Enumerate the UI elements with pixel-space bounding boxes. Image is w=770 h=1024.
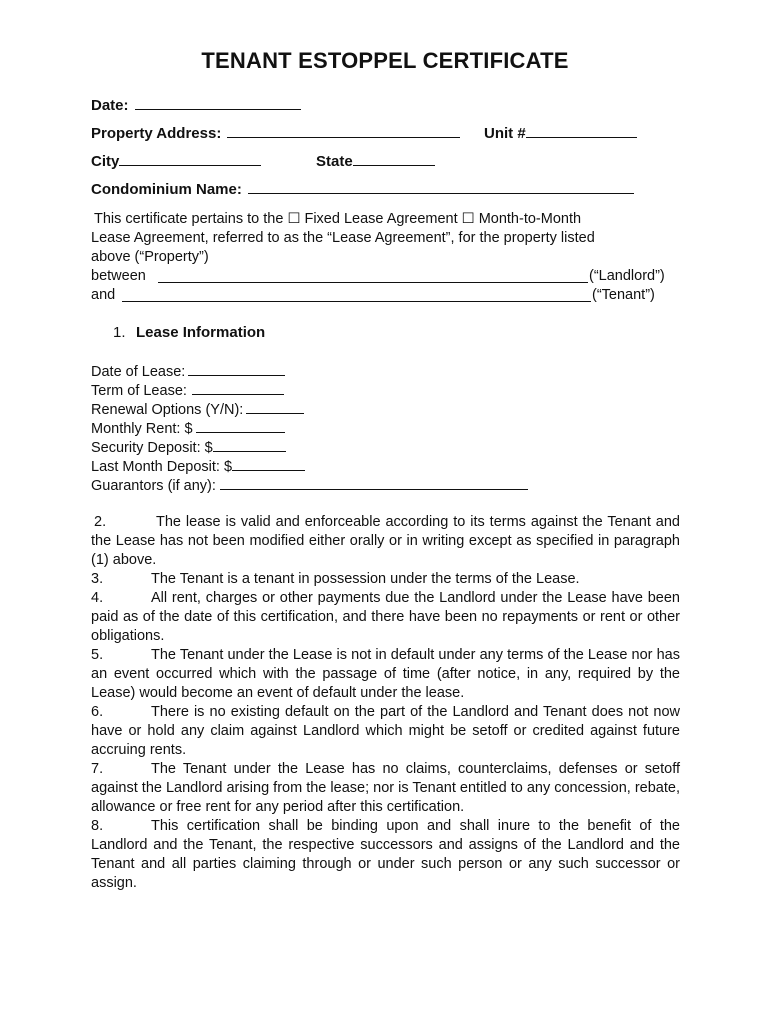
- checkbox-month-to-month[interactable]: ☐: [461, 211, 475, 227]
- term-item: [91, 760, 680, 817]
- city-label: City: [91, 153, 120, 170]
- date-row: [91, 95, 301, 115]
- date-of-lease-field[interactable]: [188, 361, 285, 376]
- term-item: [91, 703, 680, 760]
- term-number: 2.: [94, 514, 107, 530]
- tenant-label: (“Tenant”): [592, 287, 655, 303]
- guarantors-row: [91, 475, 528, 494]
- intro-text-a: This certificate pertains to the: [94, 211, 284, 227]
- term-of-lease-label: Term of Lease:: [91, 383, 187, 399]
- guarantors-label: Guarantors (if any):: [91, 478, 216, 494]
- date-of-lease-label: Date of Lease:: [91, 364, 186, 380]
- intro-text-b: Lease Agreement, referred to as the “Lease Agreement”, for the property listed above (“Property”): [91, 230, 595, 265]
- term-text: The Tenant under the Lease has no claims, counterclaims, defenses or setoff against the Landlord arising from the lease; nor is Tenant entitled to any concession, rebate, allowance or free rent for any period after this certification.: [91, 761, 680, 815]
- tenant-row: [91, 286, 681, 305]
- term-item: [91, 513, 680, 570]
- between-label: between: [91, 268, 146, 284]
- term-number: 5.: [91, 647, 104, 663]
- term-text: The Tenant under the Lease is not in default under any terms of the Lease nor has an event occurred which with the passage of time (after notice, in any, required by the Lease) would become an event of default under the lease.: [91, 647, 680, 701]
- security-deposit-row: [91, 437, 286, 456]
- unit-field[interactable]: [526, 123, 637, 138]
- state-field[interactable]: [353, 151, 435, 166]
- term-item: [91, 570, 680, 589]
- date-field[interactable]: [135, 95, 301, 110]
- last-month-deposit-label: Last Month Deposit: $: [91, 459, 233, 475]
- monthly-rent-field[interactable]: [196, 418, 285, 433]
- date-of-lease-row: [91, 361, 285, 380]
- term-text: The Tenant is a tenant in possession under the terms of the Lease.: [151, 571, 580, 587]
- term-text: This certification shall be binding upon and shall inure to the benefit of the Landlord and the Tenant, the respective successors and assigns of the Landlord and the Tenant and all parties claiming through or under such person or any such successor or assign.: [91, 818, 680, 891]
- last-month-deposit-field[interactable]: [232, 456, 305, 471]
- term-of-lease-field[interactable]: [192, 380, 284, 395]
- property-address-label: Property Address:: [91, 125, 222, 142]
- property-address-field[interactable]: [227, 123, 460, 138]
- term-number: 3.: [91, 571, 104, 587]
- term-text: All rent, charges or other payments due the Landlord under the Lease have been paid as of the date of this certification, and there have been no repayments or rent or other obligations.: [91, 590, 680, 644]
- term-item: [91, 817, 680, 893]
- renewal-options-label: Renewal Options (Y/N):: [91, 402, 244, 418]
- term-number: 4.: [91, 590, 104, 606]
- term-of-lease-row: [91, 380, 284, 399]
- guarantors-field[interactable]: [220, 475, 528, 490]
- section-number: 1.: [113, 324, 126, 341]
- option-month-to-month: Month-to-Month: [478, 211, 582, 227]
- landlord-label: (“Landlord”): [589, 268, 665, 284]
- term-number: 7.: [91, 761, 104, 777]
- renewal-options-row: [91, 399, 304, 418]
- term-number: 8.: [91, 818, 104, 834]
- city-field[interactable]: [119, 151, 261, 166]
- term-item: [91, 589, 680, 646]
- document-title: TENANT ESTOPPEL CERTIFICATE: [201, 48, 569, 73]
- term-number: 6.: [91, 704, 104, 720]
- intro-paragraph: [91, 210, 681, 267]
- condominium-label: Condominium Name:: [91, 181, 242, 198]
- city-row: [91, 151, 261, 171]
- tenant-field[interactable]: [122, 287, 591, 302]
- terms-list: [91, 513, 680, 893]
- term-item: [91, 646, 680, 703]
- last-month-deposit-row: [91, 456, 305, 475]
- monthly-rent-label: Monthly Rent: $: [91, 421, 193, 437]
- condominium-field[interactable]: [248, 179, 634, 194]
- term-text: There is no existing default on the part of the Landlord and Tenant does not now have or hold any claim against Landlord which might be setoff or credited against future accruing rents.: [91, 704, 680, 758]
- security-deposit-label: Security Deposit: $: [91, 440, 213, 456]
- date-label: Date:: [91, 97, 129, 114]
- condominium-row: [91, 179, 634, 199]
- security-deposit-field[interactable]: [213, 437, 286, 452]
- term-text: The lease is valid and enforceable according to its terms against the Tenant and the Lease has not been modified either orally or in writing except as specified in paragraph (1) above.: [91, 514, 680, 568]
- and-label: and: [91, 287, 116, 303]
- landlord-row: [91, 267, 681, 286]
- section-heading: Lease Information: [136, 324, 266, 341]
- unit-label: Unit #: [484, 125, 526, 142]
- unit-row: [484, 123, 637, 143]
- state-row: [316, 151, 435, 171]
- monthly-rent-row: [91, 418, 285, 437]
- checkbox-fixed-lease[interactable]: ☐: [287, 211, 301, 227]
- state-label: State: [316, 153, 353, 170]
- landlord-field[interactable]: [158, 268, 588, 283]
- option-fixed-lease: Fixed Lease Agreement: [304, 211, 458, 227]
- section-lease-information-heading: [113, 323, 265, 343]
- renewal-options-field[interactable]: [246, 399, 304, 414]
- property-address-row: [91, 123, 460, 143]
